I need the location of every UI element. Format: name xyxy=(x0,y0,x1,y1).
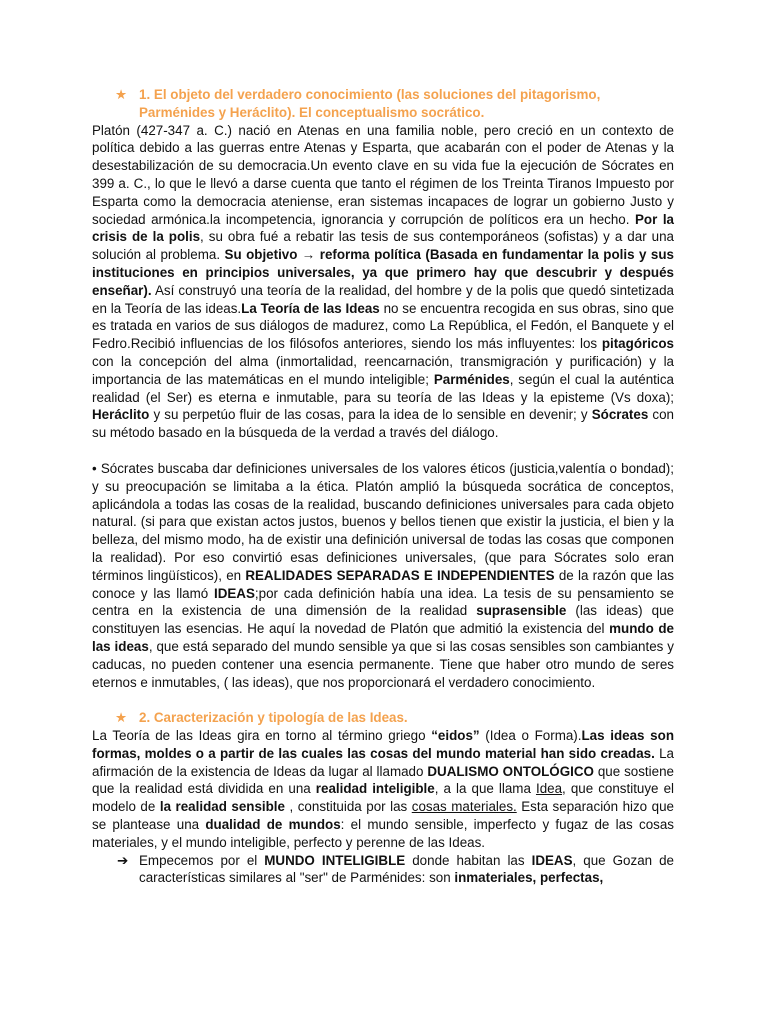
bold-text: la realidad sensible xyxy=(159,799,285,815)
bold-text: suprasensible xyxy=(476,603,567,619)
bold-text: dualidad de mundos xyxy=(205,817,341,833)
bold-text: Las ideas son formas, moldes o a partir de las cuales las cosas del mundo material han sido creadas. xyxy=(92,728,674,761)
bold-text: Su objetivo → reforma política (Basada en fundamentar la polis y sus instituciones en principios universales, ya que primero hay que descubrir y después enseñar). xyxy=(92,247,674,298)
bold-text: IDEAS xyxy=(531,852,573,868)
section-2-heading-text: 2. Caracterización y tipología de las Ideas. xyxy=(139,710,408,726)
bold-text: IDEAS xyxy=(213,585,255,601)
list-item: ➔ Empecemos por el MUNDO INTELIGIBLE donde habitan las IDEAS, que Gozan de características similares al "ser" de Parménides: son inmateriales, perfectas, xyxy=(117,852,675,886)
bold-text: Sócrates xyxy=(591,407,649,423)
star-icon: ★ xyxy=(115,87,128,102)
bold-text: REALIDADES SEPARADAS E INDEPENDIENTES xyxy=(245,567,555,583)
section-1-heading xyxy=(115,86,674,122)
section-1-paragraph-1: Platón (427-347 a. C.) nació en Atenas en una familia noble, pero creció en un contexto de política debido a las guerras entre Atenas y Esparta, que acabarán con el poder de Atenas y la desestabilización de su democracia.Un evento clave en su vida fue la ejecución de Sócrates en 399 a. C., lo que le llevó a darse cuenta que tanto el régimen de los Treinta Tiranos Impuesto por Esparta como la democracia ateniense, eran sistemas incapaces de lograr un gobierno Justo y sociedad armónica.la incompetencia, ignorancia y corrupción de políticos era un hecho. Por la crisis de la polis, su obra fué a rebatir las tesis de sus contemporáneos (sofistas) y a dar una solución al problema. Su objetivo → reforma política (Basada en fundamentar la polis y sus instituciones en principios universales, ya que primero hay que descubrir y después enseñar). Así construyó una teoría de la realidad, del hombre y de la polis que quedó sintetizada en la Teoría de las ideas.La Teoría de las Ideas no se encuentra recogida en sus obras, sino que es tratada en varios de sus diálogos de madurez, como La República, el Fedón, el Banquete y el Fedro.Recibió influencias de los filósofos anteriores, siendo los más influyentes: los pitagóricos con la concepción del alma (inmortalidad, reencarnación, transmigración y purificación) y la importancia de las matemáticas en el mundo inteligible; Parménides, según el cual la auténtica realidad (el Ser) es eterna e inmutable, para su teoría de las Ideas y la episteme (Vs doxa); Heráclito y su perpetúo fluir de las cosas, para la idea de lo sensible en devenir; y Sócrates con su método basado en la búsqueda de la verdad a través del diálogo. xyxy=(92,122,675,441)
underlined-text: cosas materiales. xyxy=(411,799,517,815)
bold-text: pitagóricos xyxy=(601,336,674,352)
paragraph-gap xyxy=(92,691,674,709)
bold-text: Por la crisis de la polis xyxy=(92,211,675,245)
bold-text: realidad inteligible xyxy=(315,781,435,797)
section-2-paragraph-1: La Teoría de las Ideas gira en torno al término griego “eidos” (Idea o Forma).Las ideas son formas, moldes o a partir de las cuales las cosas del mundo material han sido creadas. La afirmación de la existencia de Ideas da lugar al llamado DUALISMO ONTOLÓGICO que sostiene que la realidad está dividida en una realidad inteligible, a la que llama Idea, que constituye el modelo de la realidad sensible , constituida por las cosas materiales. Esta separación hizo que se plantease una dualidad de mundos: el mundo sensible, imperfecto y fugaz de las cosas materiales, y el mundo inteligible, perfecto y perenne de las Ideas. xyxy=(92,728,675,850)
bold-text: “eidos” xyxy=(431,728,480,744)
paragraph-gap xyxy=(92,442,674,460)
underlined-text: Idea xyxy=(535,781,563,797)
section-2-heading xyxy=(115,709,674,727)
bold-text: Heráclito xyxy=(92,407,150,423)
star-icon: ★ xyxy=(115,710,128,726)
bold-text: MUNDO INTELIGIBLE xyxy=(264,852,406,868)
bold-text: inmateriales, perfectas, xyxy=(454,870,604,886)
bold-text: Parménides xyxy=(433,371,510,387)
bold-text: mundo de las ideas xyxy=(92,621,674,654)
section-1-heading-text: 1. El objeto del verdadero conocimiento (las soluciones del pitagorismo, Parménides y Heráclito). El conceptualismo socrático. xyxy=(139,87,601,120)
bold-text: La Teoría de las Ideas xyxy=(241,300,380,316)
bold-text: DUALISMO ONTOLÓGICO xyxy=(427,763,594,779)
arrow-right-icon: ➔ xyxy=(117,852,129,868)
section-1-paragraph-2: • Sócrates buscaba dar definiciones universales de los valores éticos (justicia,valentía o bondad); y su preocupación se limitaba a la ética. Platón amplió la búsqueda socrática de conceptos, aplicándola a todas las cosas de la realidad, buscando definiciones universales para cada objeto natural. (si para que existan actos justos, buenos y bellos tienen que existir la justicia, el bien y la belleza, del mismo modo, ha de existir una definición universal de todas las cosas que componen la realidad). Por eso convirtió esas definiciones universales, (que para Sócrates solo eran términos lingüísticos), en REALIDADES SEPARADAS E INDEPENDIENTES de la razón que las conoce y las llamó IDEAS;por cada definición había una idea. La tesis de su pensamiento se centra en la existencia de una dimensión de la realidad suprasensible (las ideas) que constituyen las esencias. He aquí la novedad de Platón que admitió la existencia del mundo de las ideas, que está separado del mundo sensible ya que si las cosas sensibles son cambiantes y caducas, no pueden contener una esencia permanente. Tiene que haber otro mundo de seres eternos e inmutables, ( las ideas), que nos proporcionará el verdadero conocimiento. xyxy=(92,460,675,690)
